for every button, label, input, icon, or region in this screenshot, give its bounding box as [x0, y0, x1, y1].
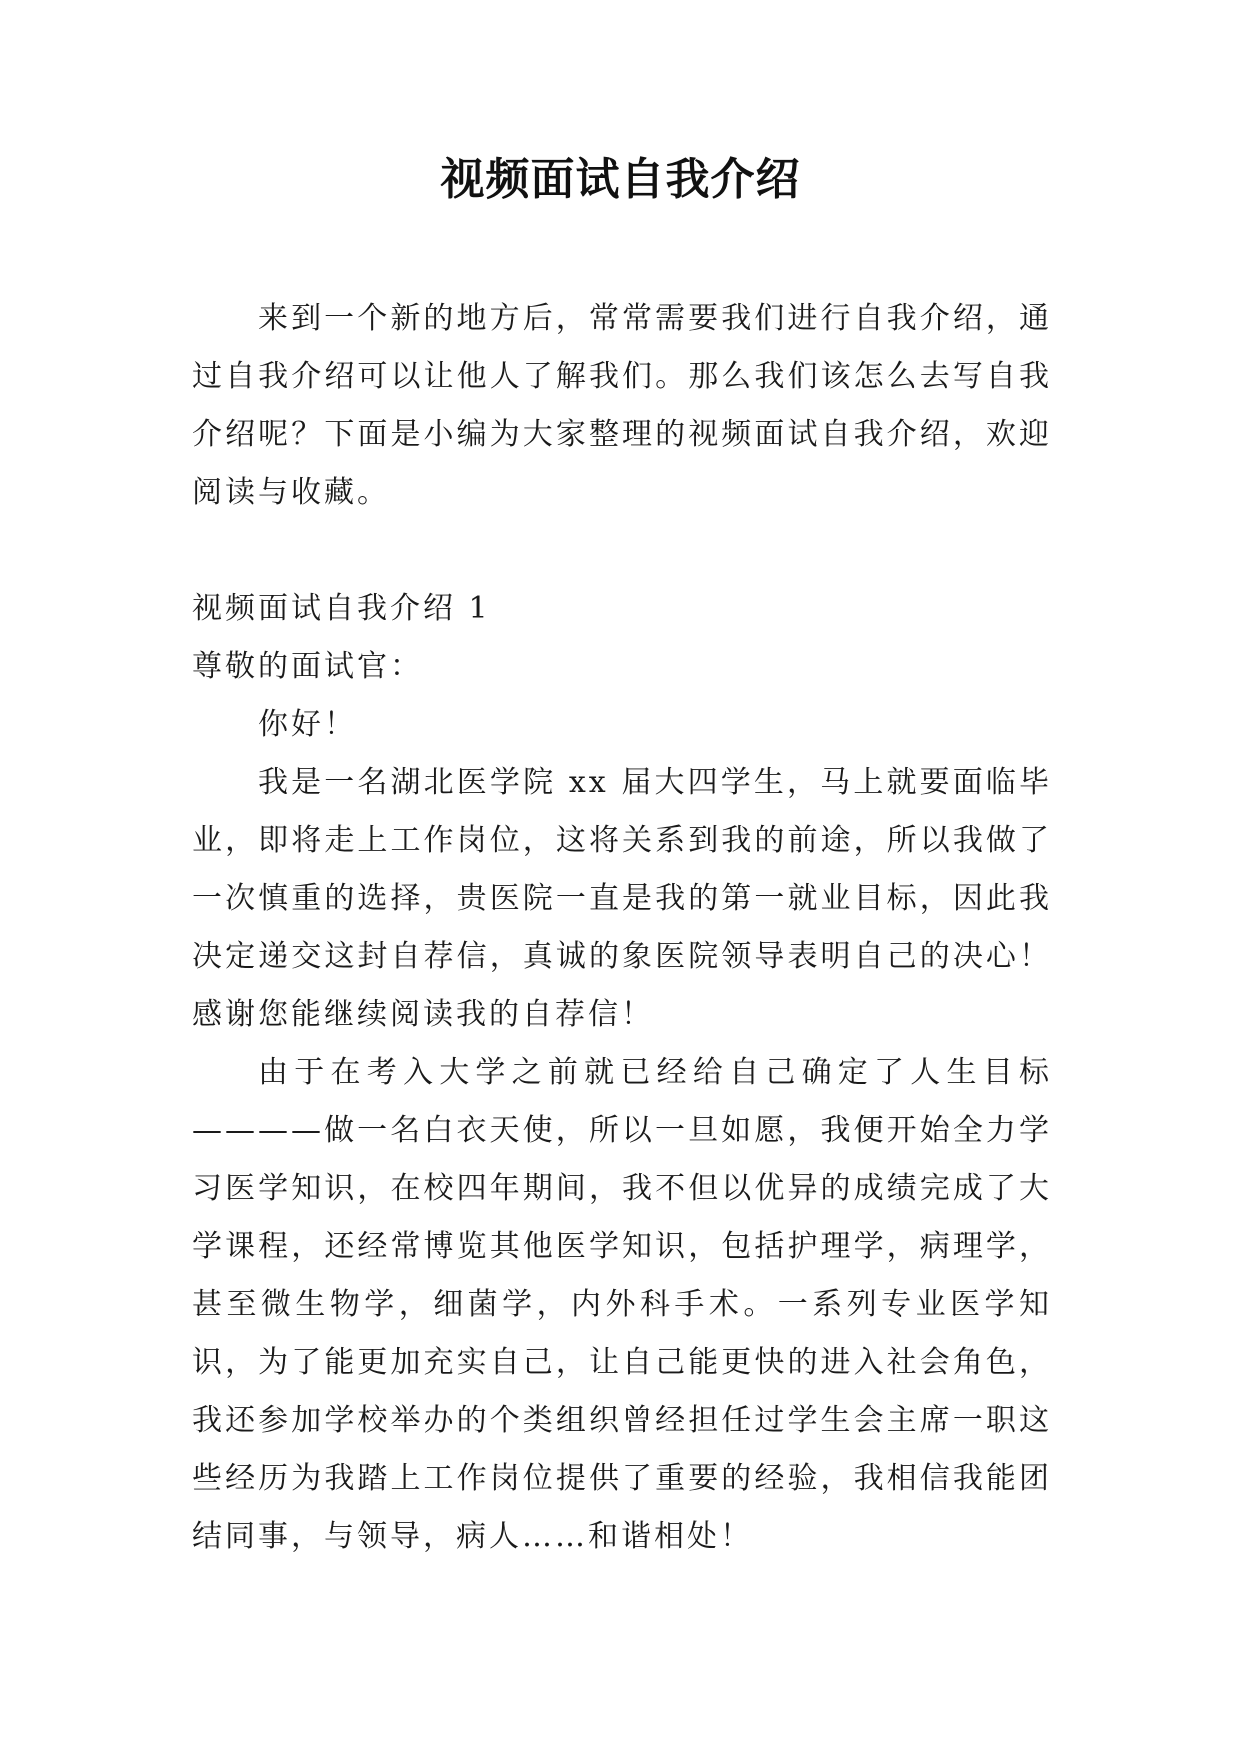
body-paragraph-1: 我是一名湖北医学院 xx 届大四学生，马上就要面临毕业，即将走上工作岗位，这将关系到我的前途，所以我做了一次慎重的选择，贵医院一直是我的第一就业目标，因此我决定递交这封自荐信，真诚的象医院领导表明自己的决心！感谢您能继续阅读我的自荐信！ [192, 765, 1052, 1032]
section-heading: 视频面试自我介绍 1 [192, 591, 491, 626]
intro-paragraph: 来到一个新的地方后，常常需要我们进行自我介绍，通过自我介绍可以让他人了解我们。那么我们该怎么去写自我介绍呢？下面是小编为大家整理的视频面试自我介绍，欢迎阅读与收藏。 [192, 301, 1052, 510]
document-title: 视频面试自我介绍 [440, 154, 801, 205]
body-paragraph-2: 由于在考入大学之前就已经给自己确定了人生目标————做一名白衣天使，所以一旦如愿，我便开始全力学习医学知识，在校四年期间，我不但以优异的成绩完成了大学课程，还经常博览其他医学知识，包括护理学，病理学，甚至微生物学，细菌学，内外科手术。一系列专业医学知识，为了能更加充实自己，让自己能更快的进入社会角色，我还参加学校举办的个类组织曾经担任过学生会主席一职这些经历为我踏上工作岗位提供了重要的经验，我相信我能团结同事，与领导，病人……和谐相处！ [192, 1055, 1052, 1554]
document-body [192, 290, 1052, 1566]
greeting: 你好！ [258, 707, 357, 742]
salutation: 尊敬的面试官： [192, 649, 423, 684]
